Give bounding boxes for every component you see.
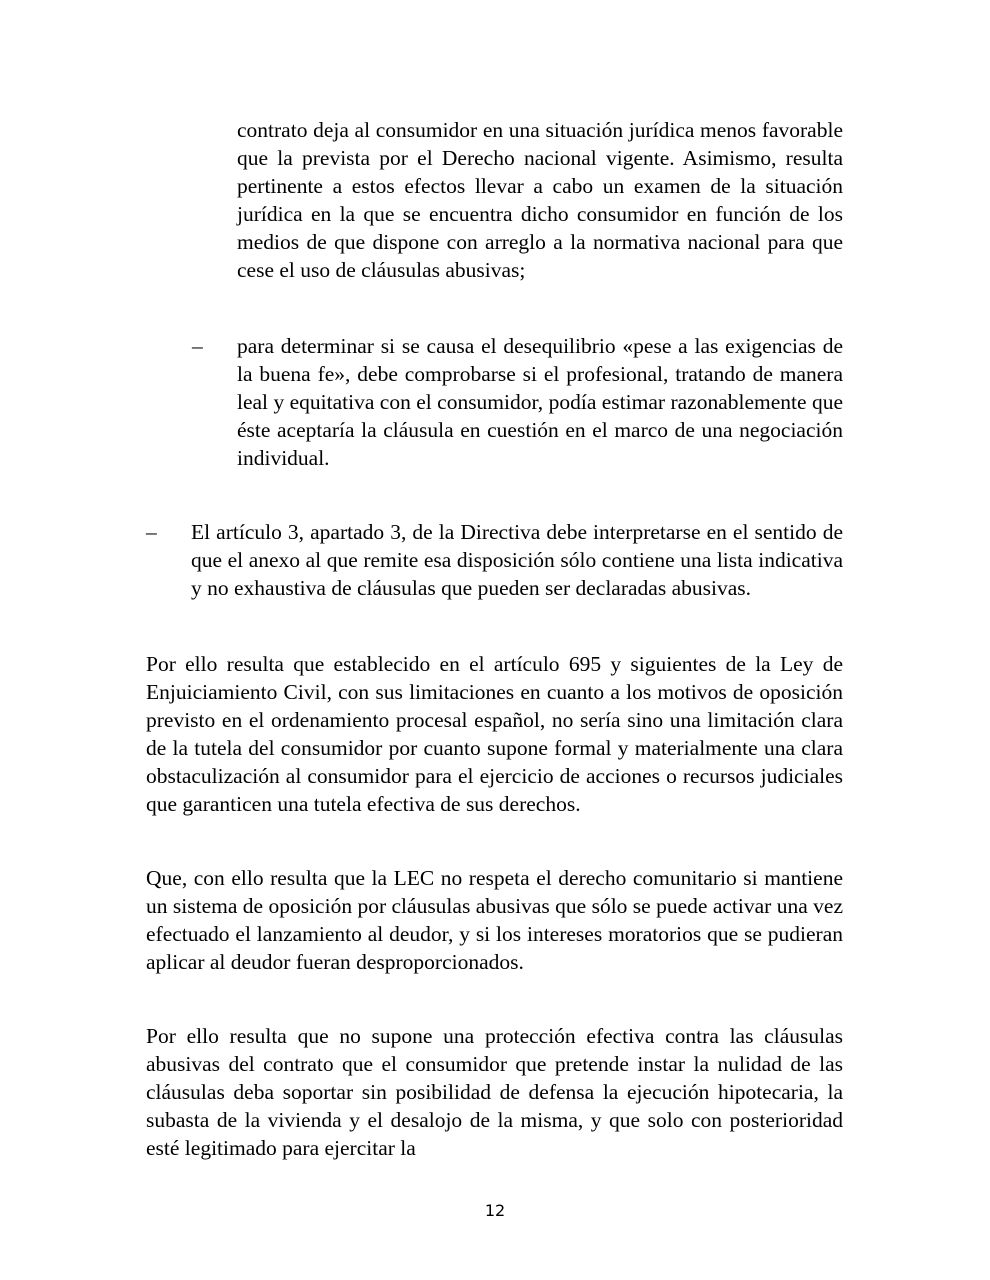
- body-paragraph: Que, con ello resulta que la LEC no respeta el derecho comunitario si mantiene un sistema de oposición por cláusulas abusivas que sólo se puede activar una vez efectuado el lanzamiento al deudor, y si los intereses moratorios que se pudieran aplicar al deudor fueran desproporcionados.: [146, 866, 843, 974]
- list-dash-marker: –: [146, 520, 157, 544]
- list-item: [146, 518, 843, 602]
- sub-list-item: [192, 332, 843, 472]
- sub-list-item-text: para determinar si se causa el desequilibrio «pese a las exigencias de la buena fe», debe comprobarse si el profesional, tratando de manera leal y equitativa con el consumidor, podía estimar razonablemente que éste aceptaría la cláusula en cuestión en el marco de una negociación individual.: [237, 334, 843, 470]
- body-paragraph: Por ello resulta que establecido en el artículo 695 y siguientes de la Ley de Enjuiciamiento Civil, con sus limitaciones en cuanto a los motivos de oposición previsto en el ordenamiento procesal español, no sería sino una limitación clara de la tutela del consumidor por cuanto supone formal y materialmente una clara obstaculización al consumidor para el ejercicio de acciones o recursos judiciales que garanticen una tutela efectiva de sus derechos.: [146, 652, 843, 816]
- body-paragraph: Por ello resulta que no supone una protección efectiva contra las cláusulas abusivas del contrato que el consumidor que pretende instar la nulidad de las cláusulas deba soportar sin posibilidad de defensa la ejecución hipotecaria, la subasta de la vivienda y el desalojo de la misma, y que solo con posterioridad esté legitimado para ejercitar la: [146, 1024, 843, 1160]
- list-item-text: El artículo 3, apartado 3, de la Directiva debe interpretarse en el sentido de que el anexo al que remite esa disposición sólo contiene una lista indicativa y no exhaustiva de cláusulas que pueden ser declaradas abusivas.: [191, 520, 843, 600]
- list-dash-marker: –: [192, 334, 203, 358]
- continuation-paragraph: contrato deja al consumidor en una situación jurídica menos favorable que la prevista por el Derecho nacional vigente. Asimismo, resulta pertinente a estos efectos llevar a cabo un examen de la situación jurídica en la que se encuentra dicho consumidor en función de los medios de que dispone con arreglo a la normativa nacional para que cese el uso de cláusulas abusivas;: [237, 118, 843, 282]
- page-number: 12: [484, 1201, 506, 1220]
